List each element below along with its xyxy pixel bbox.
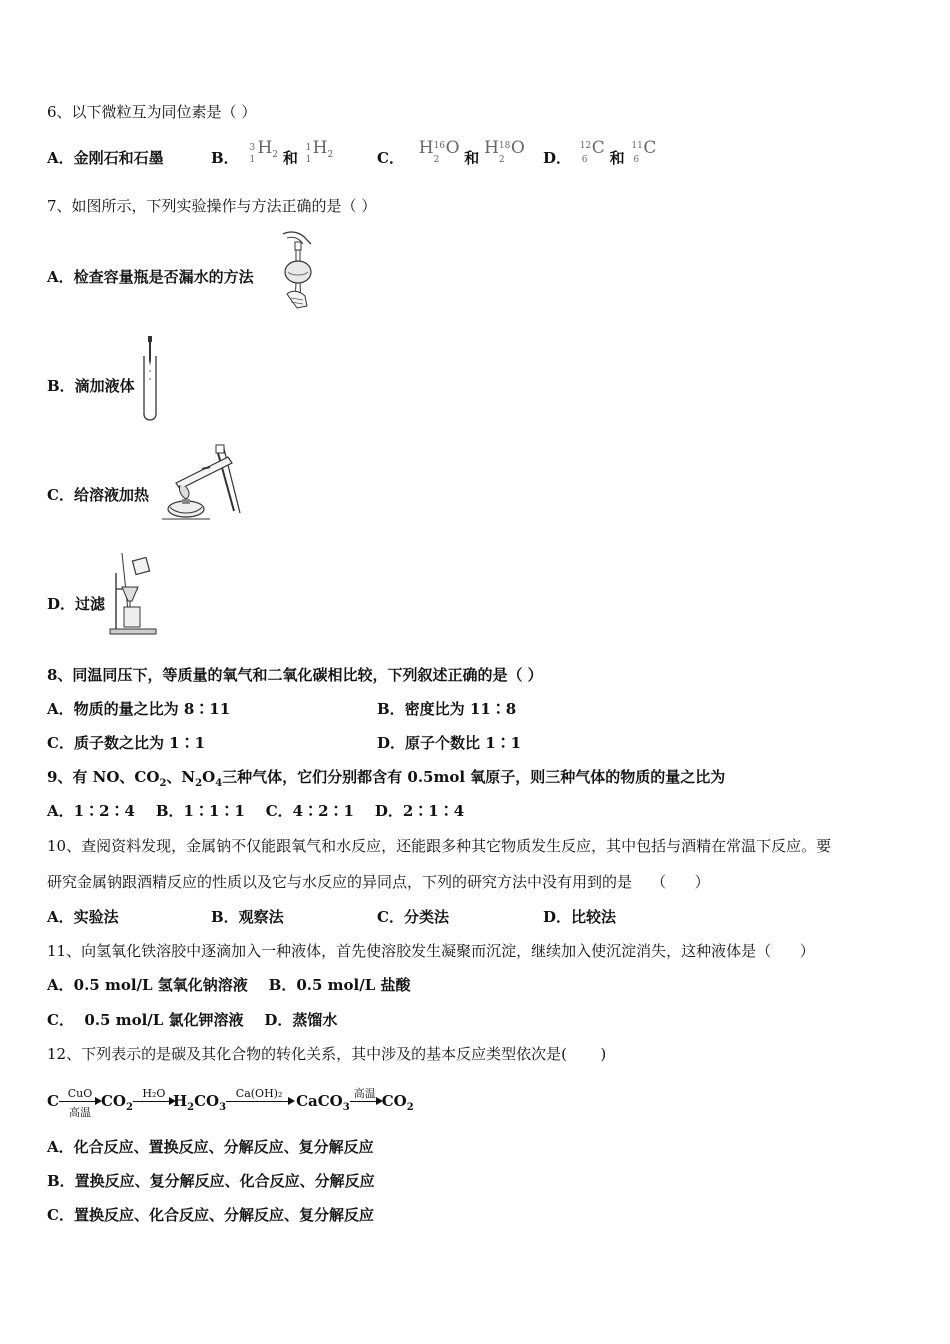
- q9-stem: [47, 767, 725, 794]
- q6-stem: 6、以下微粒互为同位素是（ ）: [47, 103, 257, 121]
- q6-c-f1-o: O: [445, 138, 460, 158]
- q12-arrow-2: [133, 1087, 173, 1112]
- q6-b-label: B．: [211, 149, 239, 167]
- q12-option-c[interactable]: C．置换反应、化合反应、分解反应、复分解反应: [47, 1206, 374, 1224]
- q12-stem: 12、下列表示的是碳及其化合物的转化关系，其中涉及的基本反应类型依次是( ): [47, 1045, 607, 1063]
- q9-sub-3: 4: [215, 778, 223, 789]
- q11-options-ab[interactable]: A．0.5 mol/L 氢氧化钠溶液 B．0.5 mol/L 盐酸: [47, 976, 411, 994]
- q6-c-f2-mass: 18: [498, 141, 511, 151]
- q12-carbon: C: [47, 1092, 59, 1110]
- q6-c-f1-h: H: [418, 138, 434, 158]
- q6-c-f2-sub: 2: [498, 155, 505, 165]
- q12-co2-b-sub: 2: [406, 1102, 414, 1113]
- q6-b-mass2: 1: [305, 143, 312, 153]
- q6-a-label: A．: [47, 149, 74, 167]
- q10-stem-line2: 研究金属钠跟酒精反应的性质以及它与水反应的异同点，下列的研究方法中没有用到的是 （ ）: [47, 873, 710, 891]
- q6-option-d[interactable]: [543, 140, 656, 170]
- q12-h2co3-sub3: 3: [219, 1102, 227, 1113]
- q6-d-sym2: C: [643, 138, 657, 158]
- q10-option-b[interactable]: B．观察法: [211, 908, 284, 926]
- q6-option-b[interactable]: [211, 140, 333, 170]
- q9-sub-2: 2: [195, 778, 203, 789]
- q6-d-mass1: 12: [579, 141, 592, 151]
- q12-arrow-1-bottom: 高温: [68, 1106, 91, 1119]
- q10-stem-line1: 10、查阅资料发现，金属钠不仅能跟氧气和水反应，还能跟多种其它物质发生反应，其中包括与酒精在常温下反应。要: [47, 837, 832, 855]
- q6-c-and: 和: [464, 149, 480, 167]
- q6-option-a[interactable]: [47, 148, 164, 168]
- q12-arrow-1: [59, 1087, 101, 1119]
- q12-co2-a: CO: [100, 1092, 126, 1110]
- q12-option-b[interactable]: B．置换反应、复分解反应、化合反应、分解反应: [47, 1172, 375, 1190]
- q11-stem: 11、向氢氧化铁溶胶中逐滴加入一种液体，首先使溶胶发生凝聚而沉淀，继续加入使沉淀消失，这种液体是（ ）: [47, 942, 815, 960]
- q7-option-c[interactable]: C．给溶液加热: [47, 486, 149, 504]
- q12-caco3-sub: 3: [342, 1102, 350, 1113]
- q6-a-text: 金刚石和石墨: [73, 149, 164, 167]
- q12-option-a[interactable]: A．化合反应、置换反应、分解反应、复分解反应: [47, 1138, 374, 1156]
- q6-b-and: 和: [282, 149, 298, 167]
- q8-stem: 8、同温同压下，等质量的氧气和二氧化碳相比较，下列叙述正确的是（ ）: [47, 666, 543, 684]
- q7-option-d[interactable]: D．过滤: [47, 595, 106, 613]
- q11-options-cd[interactable]: C． 0.5 mol/L 氯化钾溶液 D．蒸馏水: [47, 1011, 338, 1029]
- q12-h2co3-sub2: 2: [187, 1102, 195, 1113]
- q6-b-sub2: 2: [327, 150, 334, 160]
- q6-b-num2: 1: [305, 155, 312, 165]
- q9-stem-mid1: 、N: [166, 768, 196, 786]
- q9-stem-post: 三种气体，它们分别都含有 0.5mol 氧原子，则三种气体的物质的量之比为: [222, 768, 726, 786]
- q10-option-a[interactable]: A．实验法: [47, 908, 119, 926]
- q12-co2-a-sub: 2: [125, 1102, 133, 1113]
- q6-d-sym1: C: [591, 138, 605, 158]
- volumetric-flask-figure: [277, 228, 321, 312]
- q6-b-mass1: 3: [249, 143, 256, 153]
- q9-options[interactable]: A．1∶2∶4 B．1∶1∶1 C．4∶2∶1 D．2∶1∶4: [47, 802, 465, 820]
- dropper-test-tube-figure: [138, 334, 164, 424]
- q12-h2co3-rest: CO: [194, 1092, 220, 1110]
- q12-caco3: CaCO: [296, 1092, 343, 1110]
- q12-arrow-1-top: CuO: [67, 1087, 93, 1100]
- q12-h2co3-h: H: [172, 1092, 188, 1110]
- q9-stem-pre: 9、有 NO、CO: [47, 768, 160, 786]
- q7-stem: 7、如图所示，下列实验操作与方法正确的是（ ）: [47, 197, 377, 215]
- q6-c-f2-o: O: [510, 138, 525, 158]
- q7-option-b[interactable]: B．滴加液体: [47, 377, 135, 395]
- q12-arrow-3: [226, 1087, 296, 1112]
- q8-option-d[interactable]: D．原子个数比 1∶1: [377, 734, 522, 752]
- q6-b-sub1: 2: [272, 150, 279, 160]
- q6-b-num1: 1: [249, 155, 256, 165]
- heating-test-tube-figure: [156, 441, 246, 523]
- q12-arrow-2-top: H₂O: [142, 1087, 166, 1100]
- q9-stem-mid2: O: [202, 768, 216, 786]
- q9-sub-1: 2: [159, 778, 167, 789]
- q6-c-label: C．: [377, 149, 404, 167]
- q12-arrow-4-top: 高温: [353, 1087, 376, 1100]
- q10-option-c[interactable]: C．分类法: [377, 908, 449, 926]
- q6-d-mass2: 11: [631, 141, 643, 151]
- q6-b-sym1: H: [257, 138, 273, 158]
- q12-arrow-4: [350, 1087, 382, 1112]
- q6-d-num2: 6: [633, 155, 640, 165]
- q6-d-num1: 6: [581, 155, 588, 165]
- q6-c-f1-mass: 16: [433, 141, 446, 151]
- q6-b-sym2: H: [312, 138, 328, 158]
- q6-d-label: D．: [543, 149, 572, 167]
- q6-c-f2-h: H: [484, 138, 499, 158]
- q6-option-c[interactable]: [377, 140, 525, 170]
- q8-option-c[interactable]: C．质子数之比为 1∶1: [47, 734, 206, 752]
- q6-d-and: 和: [609, 149, 625, 167]
- q10-option-d[interactable]: D．比较法: [543, 908, 617, 926]
- q6-c-f1-sub: 2: [433, 155, 440, 165]
- q8-option-b[interactable]: B．密度比为 11∶8: [377, 700, 517, 718]
- q12-co2-b: CO: [381, 1092, 407, 1110]
- q12-reaction-chain: [47, 1087, 414, 1119]
- filtration-figure: [108, 551, 162, 637]
- q7-option-a[interactable]: A．检查容量瓶是否漏水的方法: [47, 268, 254, 286]
- q12-arrow-3-top: Ca(OH)₂: [235, 1087, 283, 1100]
- q8-option-a[interactable]: A．物质的量之比为 8∶11: [47, 700, 231, 718]
